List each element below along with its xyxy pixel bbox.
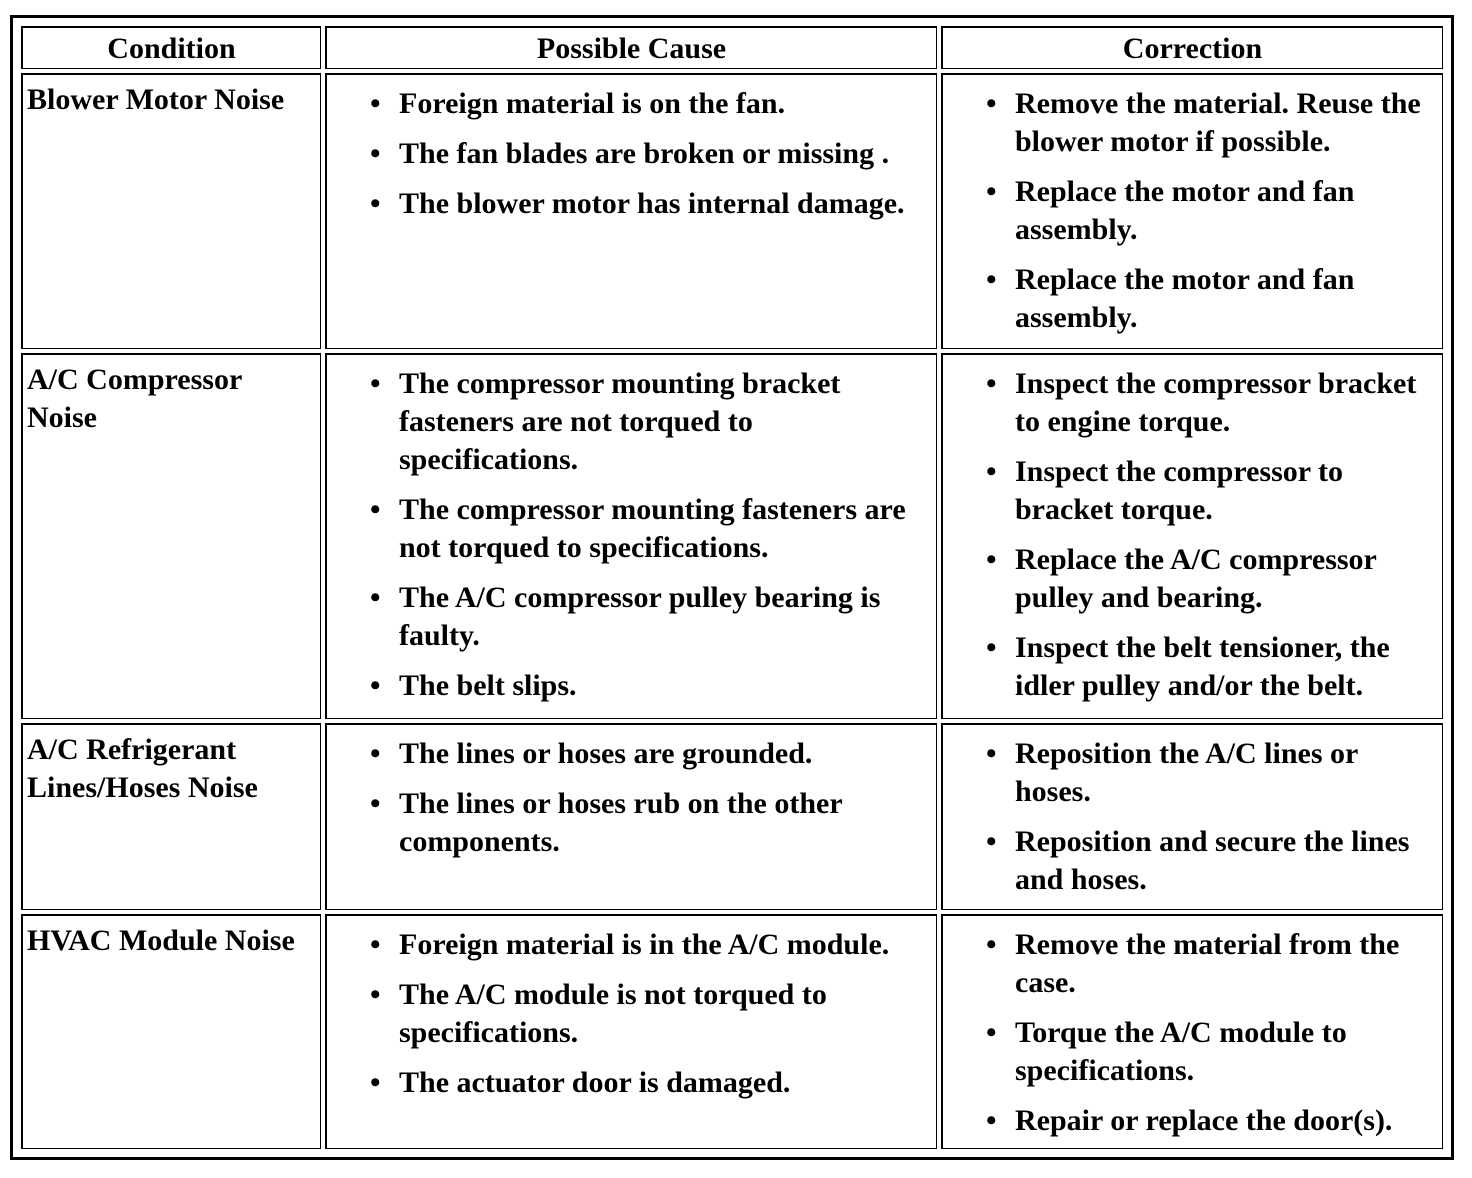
condition-cell: HVAC Module Noise [21,914,321,1149]
list-item: • Repair or replace the door(s). [1015,1102,1438,1140]
list-item: • Inspect the compressor to bracket torque. [1015,453,1438,529]
list-item: • Remove the material. Reuse the blower motor if possible. [1015,85,1438,161]
correction-cell [941,723,1443,910]
diagnostic-table-frame [10,15,1454,1160]
cause-cell [325,914,937,1149]
condition-cell: A/C Refrigerant Lines/Hoses Noise [21,723,321,910]
cause-cell [325,353,937,719]
list-item: • Torque the A/C module to specifications. [1015,1014,1438,1090]
condition-cell: A/C Compressor Noise [21,353,321,719]
list-item: • Replace the motor and fan assembly. [1015,261,1438,337]
list-item: • Reposition the A/C lines or hoses. [1015,735,1438,811]
list-item: • The fan blades are broken or missing . [399,135,932,173]
table-row [21,353,1443,719]
list-item: • The compressor mounting fasteners are not torqued to specifications. [399,491,932,567]
cause-list [327,926,932,1102]
list-item: • The actuator door is damaged. [399,1064,932,1102]
list-item: • Reposition and secure the lines and hoses. [1015,823,1438,899]
cause-list [327,365,932,705]
cause-list [327,85,932,223]
list-item: • The A/C compressor pulley bearing is faulty. [399,579,932,655]
correction-cell [941,353,1443,719]
condition-cell: Blower Motor Noise [21,73,321,349]
list-item: • The belt slips. [399,667,932,705]
header-row [21,26,1443,69]
correction-list [943,926,1438,1140]
list-item: • The lines or hoses are grounded. [399,735,932,773]
cause-cell [325,73,937,349]
table-row [21,723,1443,910]
list-item: • The lines or hoses rub on the other components. [399,785,932,861]
header-correction: Correction [941,26,1443,69]
list-item: • Remove the material from the case. [1015,926,1438,1002]
list-item: • Foreign material is on the fan. [399,85,932,123]
table-row [21,73,1443,349]
list-item: • Replace the motor and fan assembly. [1015,173,1438,249]
header-possible-cause: Possible Cause [325,26,937,69]
diagnostic-table [17,22,1447,1153]
list-item: • Replace the A/C compressor pulley and bearing. [1015,541,1438,617]
cause-list [327,735,932,861]
table-row [21,914,1443,1149]
correction-list [943,85,1438,337]
list-item: • Inspect the compressor bracket to engine torque. [1015,365,1438,441]
list-item: • The A/C module is not torqued to specifications. [399,976,932,1052]
header-condition: Condition [21,26,321,69]
correction-list [943,735,1438,899]
cause-cell [325,723,937,910]
list-item: • The compressor mounting bracket fasteners are not torqued to specifications. [399,365,932,479]
correction-cell [941,73,1443,349]
correction-list [943,365,1438,705]
correction-cell [941,914,1443,1149]
list-item: • Inspect the belt tensioner, the idler pulley and/or the belt. [1015,629,1438,705]
list-item: • Foreign material is in the A/C module. [399,926,932,964]
list-item: • The blower motor has internal damage. [399,185,932,223]
